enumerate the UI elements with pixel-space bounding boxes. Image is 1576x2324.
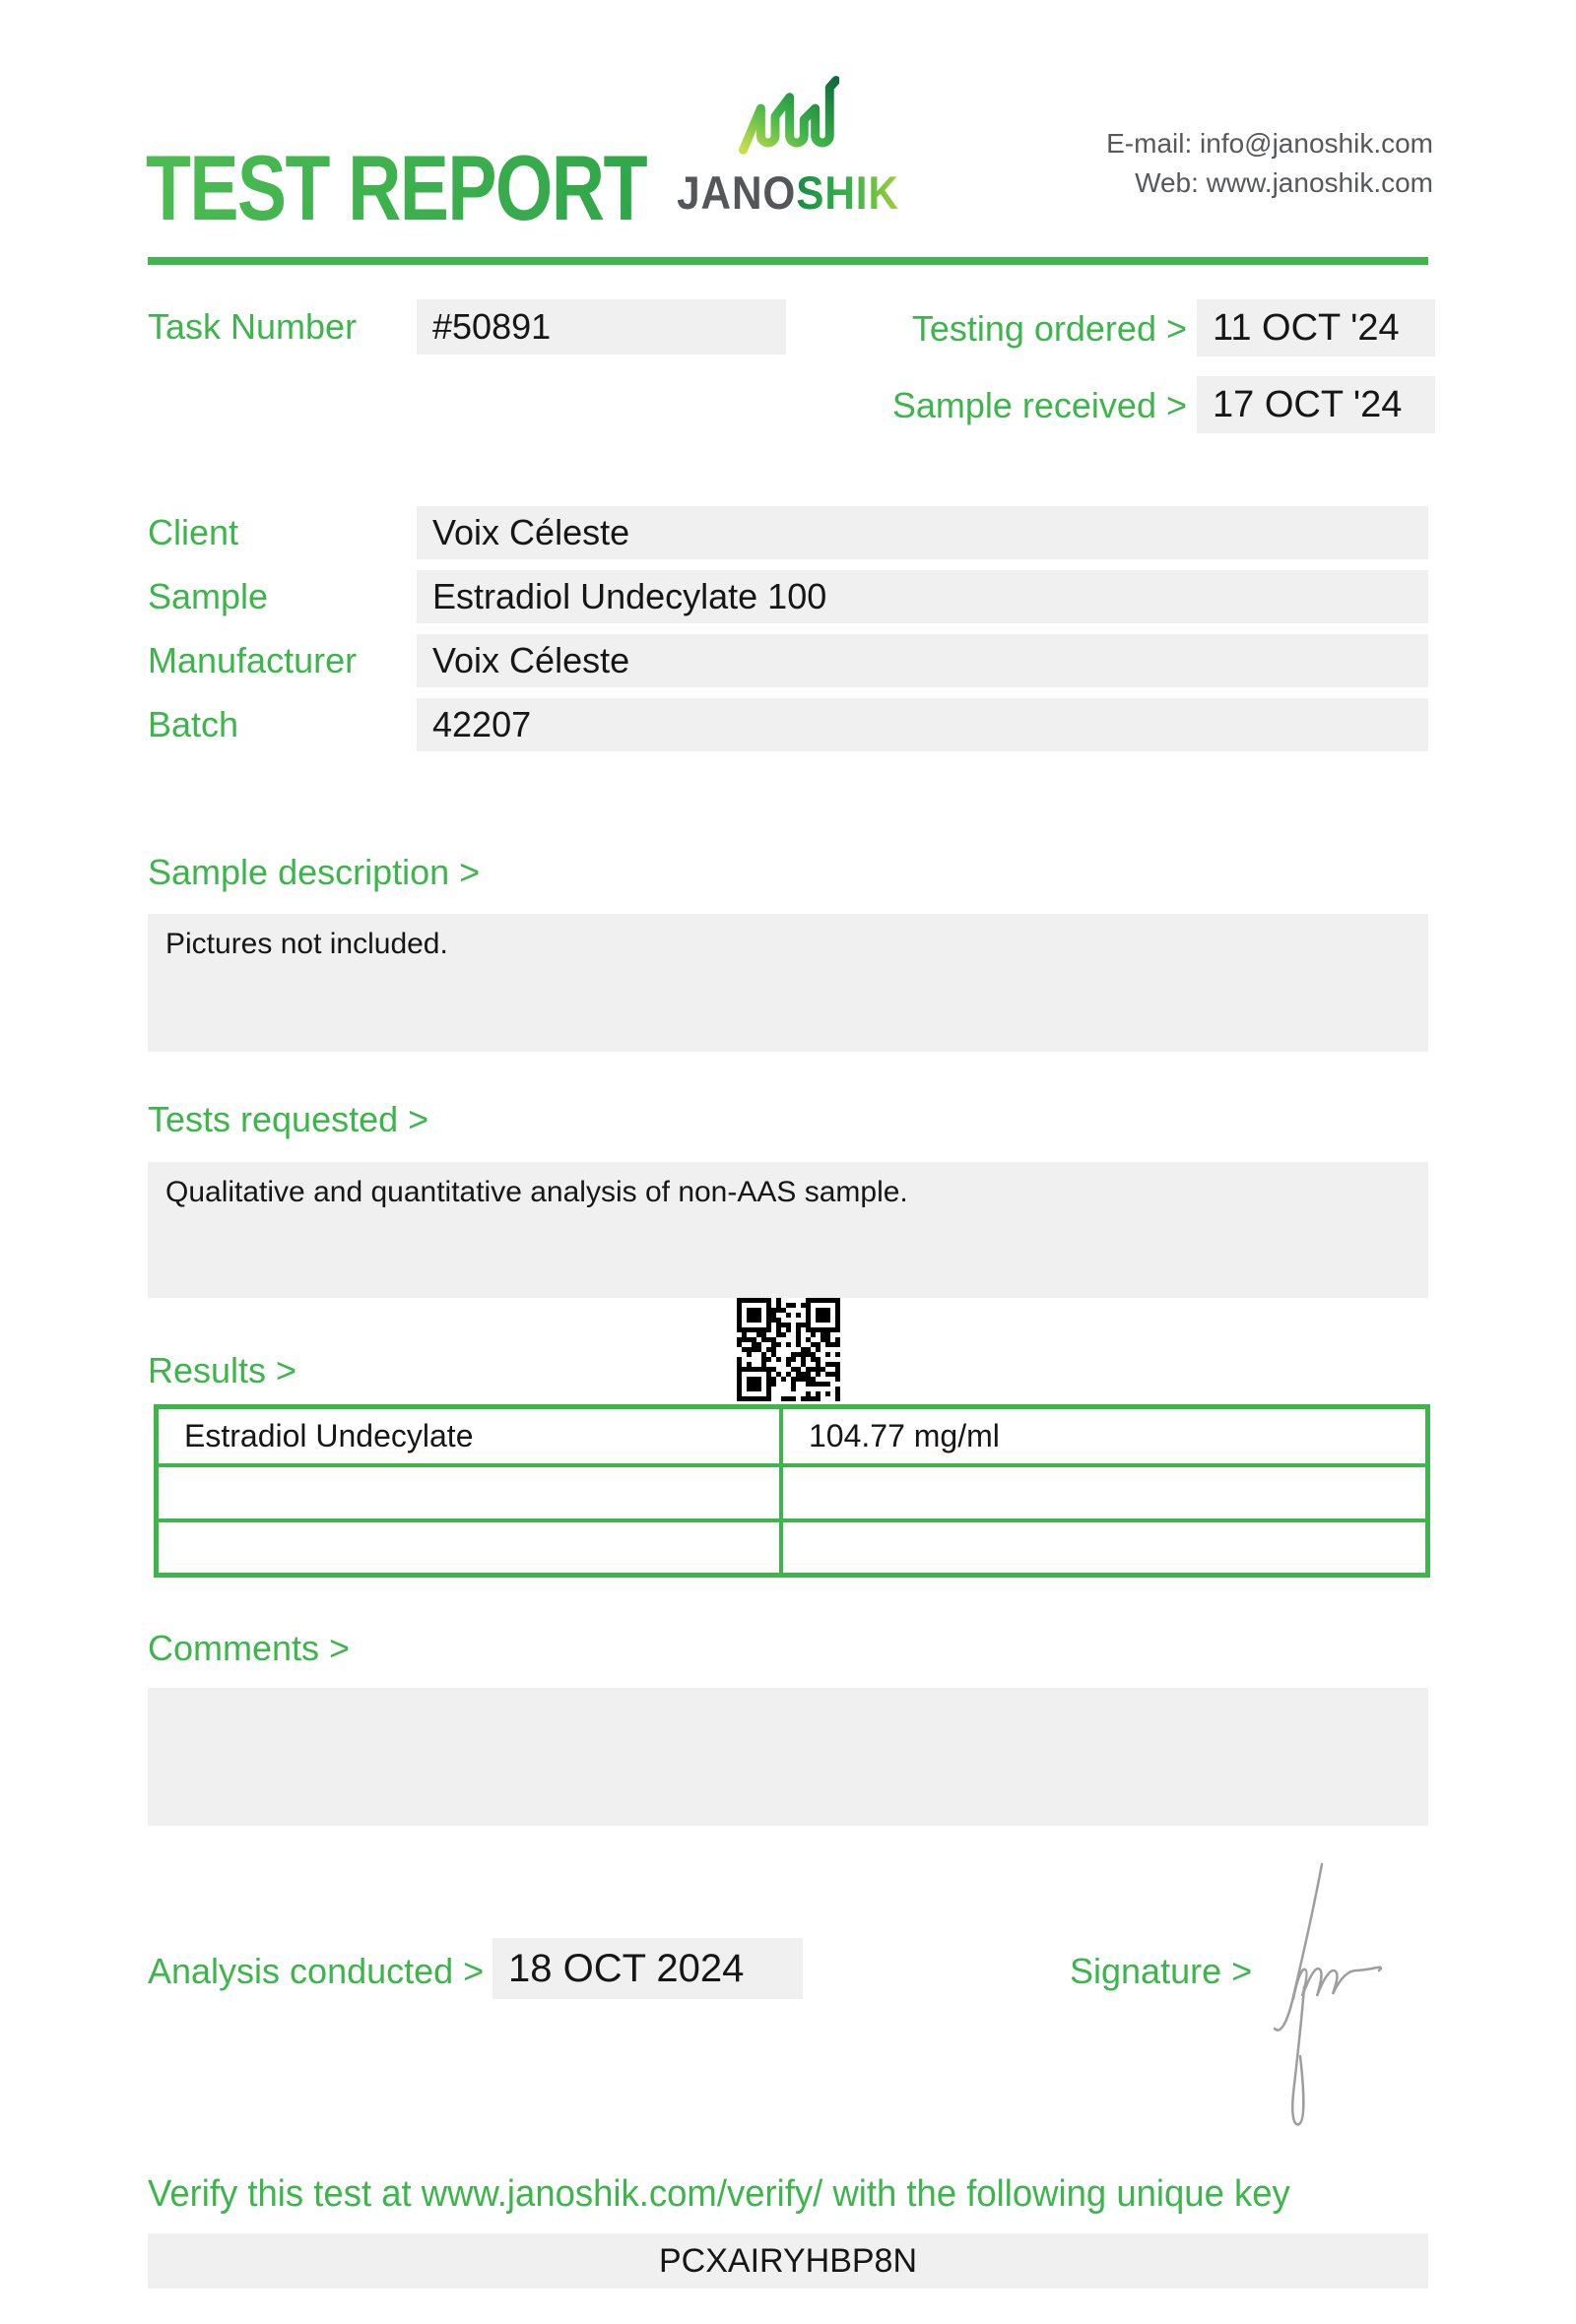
page-title: TEST REPORT <box>146 136 647 239</box>
info-label: Client <box>148 512 239 552</box>
sample-received-box <box>1197 376 1435 433</box>
analysis-date-value: 18 OCT 2024 <box>508 1947 745 1990</box>
table-cell-result <box>783 1518 1425 1573</box>
unique-key-box <box>148 2233 1428 2289</box>
brand-wordmark <box>677 165 899 220</box>
table-cell-result: 104.77 mg/ml <box>809 1418 1000 1454</box>
task-number-label: Task Number <box>148 306 358 347</box>
tests-requested-text: Qualitative and quantitative analysis of non-AAS sample. <box>165 1176 908 1208</box>
info-label: Batch <box>148 704 239 744</box>
signature-image <box>1261 1820 1443 2140</box>
signature-label: Signature > <box>1070 1951 1253 1991</box>
info-label: Manufacturer <box>148 640 358 680</box>
sample-description-heading: Sample description > <box>148 852 481 892</box>
info-value: Voix Céleste <box>417 506 1428 559</box>
results-table <box>154 1404 1430 1578</box>
info-value: Estradiol Undecylate 100 <box>417 570 1428 623</box>
tests-requested-heading: Tests requested > <box>148 1099 429 1139</box>
table-cell-analyte <box>159 1518 783 1573</box>
contact-info <box>1106 124 1433 203</box>
info-label: Sample <box>148 576 269 616</box>
info-row-client <box>0 506 1576 559</box>
verify-instruction: Verify this test at www.janoshik.com/verify/ with the following unique key <box>148 2173 1290 2215</box>
testing-ordered-value: 11 OCT '24 <box>1213 307 1400 349</box>
table-cell-analyte: Estradiol Undecylate <box>159 1409 783 1463</box>
tests-requested-box <box>148 1162 1428 1298</box>
results-heading: Results > <box>148 1350 297 1390</box>
comments-box <box>148 1688 1428 1826</box>
table-cell-result <box>783 1463 1425 1517</box>
brand-wordmark-green: SHIK <box>796 166 899 219</box>
info-row-sample <box>0 570 1576 623</box>
testing-ordered-label: Testing ordered > <box>911 308 1187 349</box>
email-line: E-mail: info@janoshik.com <box>1106 128 1433 159</box>
qr-code-icon <box>737 1298 840 1401</box>
sample-description-text: Pictures not included. <box>165 928 448 960</box>
sample-received-label: Sample received > <box>891 385 1187 425</box>
sample-received-value: 17 OCT '24 <box>1213 384 1403 425</box>
web-line: Web: www.janoshik.com <box>1135 167 1433 198</box>
analysis-conducted-label: Analysis conducted > <box>148 1951 485 1991</box>
comments-heading: Comments > <box>148 1628 351 1668</box>
header-divider <box>148 257 1428 265</box>
task-number-value: #50891 <box>432 306 552 347</box>
info-value: 42207 <box>417 698 1428 751</box>
unique-key-value: PCXAIRYHBP8N <box>658 2242 918 2280</box>
growth-chart-icon <box>737 73 839 161</box>
brand-wordmark-gray: JANO <box>677 166 797 219</box>
testing-ordered-box <box>1197 299 1435 356</box>
task-number-box <box>417 299 786 355</box>
table-cell-analyte <box>159 1463 783 1517</box>
info-row-manufacturer <box>0 634 1576 687</box>
sample-description-box <box>148 914 1428 1052</box>
info-value: Voix Céleste <box>417 634 1428 687</box>
analysis-date-box <box>492 1938 803 1999</box>
info-row-batch <box>0 698 1576 751</box>
